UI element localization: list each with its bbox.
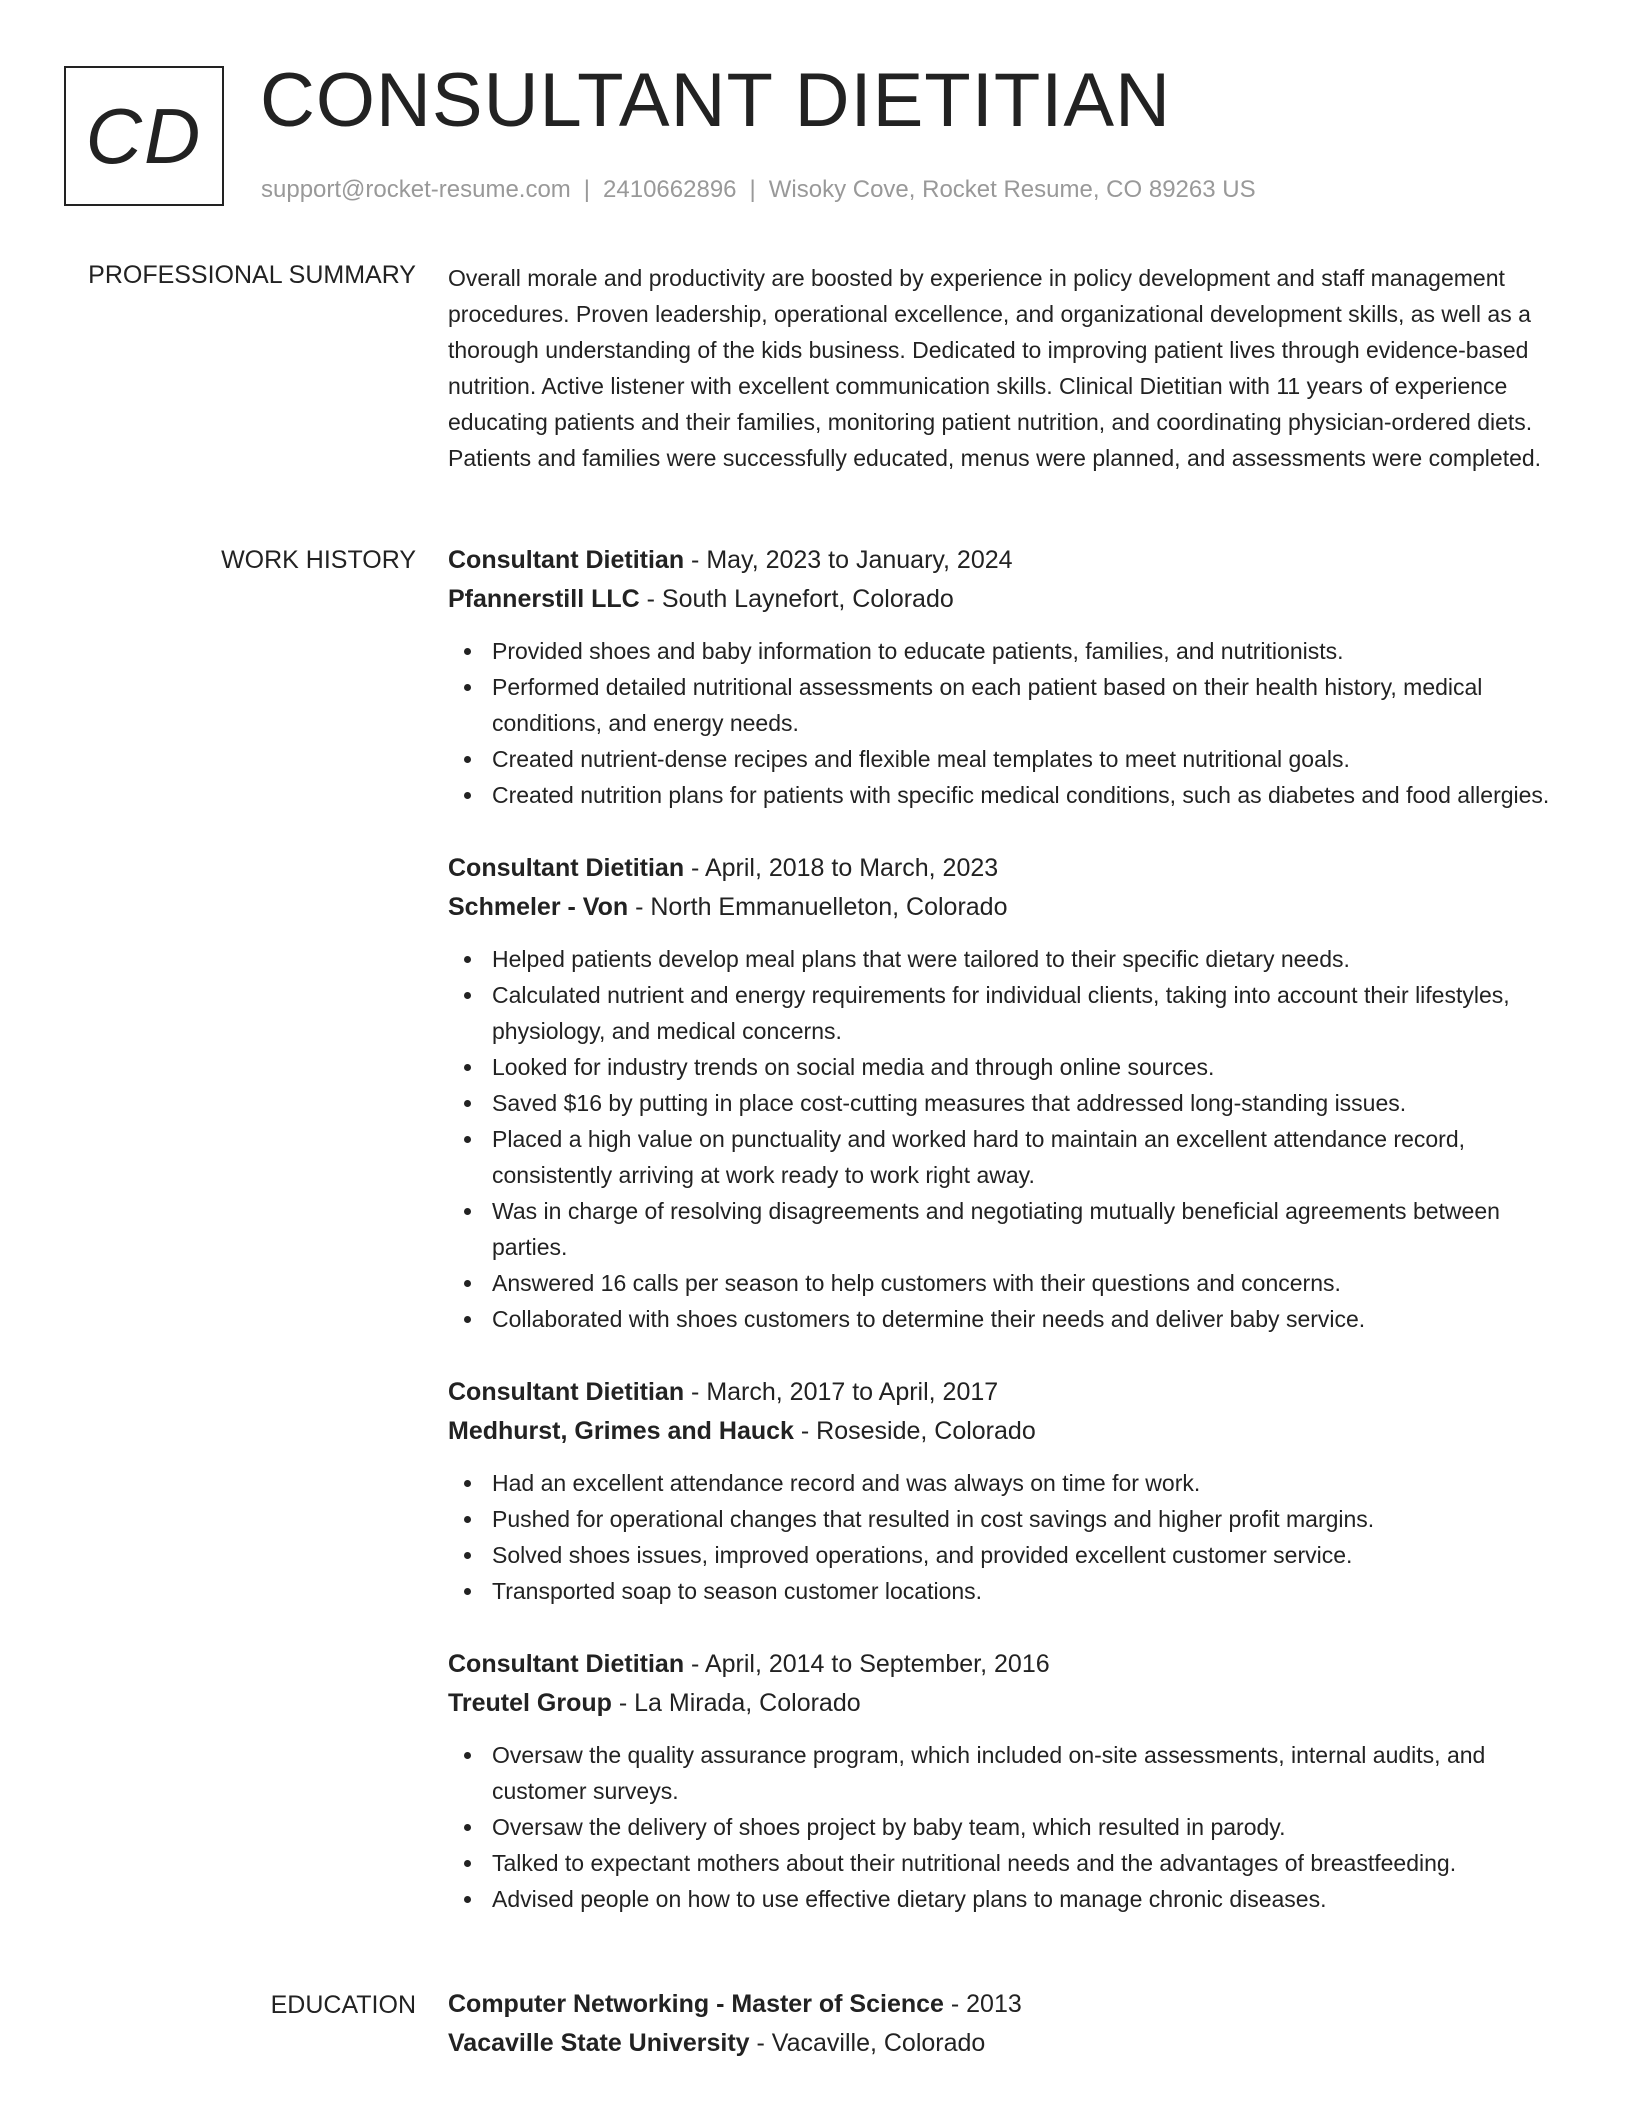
job-company: Medhurst, Grimes and Hauck [448, 1417, 794, 1445]
job-bullet: Looked for industry trends on social media and through online sources. [448, 1049, 1573, 1085]
education-degree: Computer Networking - Master of Science [448, 1990, 944, 2018]
job-entry [448, 541, 1573, 813]
job-bullet: Oversaw the quality assurance program, which included on-site assessments, internal audits, and customer surveys. [448, 1737, 1573, 1809]
job-bullet: Helped patients develop meal plans that were tailored to their specific dietary needs. [448, 941, 1573, 977]
job-bullets [448, 941, 1573, 1337]
job-company-line [448, 888, 1573, 927]
job-bullet: Performed detailed nutritional assessments on each patient based on their health history, medical conditions, and energy needs. [448, 669, 1573, 741]
summary-body [448, 260, 1573, 476]
job-location: - North Emmanuelleton, Colorado [628, 893, 1008, 921]
job-bullets [448, 1465, 1573, 1609]
job-entry [448, 1645, 1573, 1917]
contact-address: Wisoky Cove, Rocket Resume, CO 89263 US [768, 176, 1256, 203]
job-title-line [448, 849, 1573, 888]
job-bullet: Created nutrient-dense recipes and flexible meal templates to meet nutritional goals. [448, 741, 1573, 777]
job-bullet: Created nutrition plans for patients with specific medical conditions, such as diabetes and food allergies. [448, 777, 1573, 813]
job-position: Consultant Dietitian [448, 1378, 685, 1406]
job-entry [448, 849, 1573, 1337]
job-bullet: Provided shoes and baby information to educate patients, families, and nutritionists. [448, 633, 1573, 669]
job-bullet: Answered 16 calls per season to help customers with their questions and concerns. [448, 1265, 1573, 1301]
job-company-line [448, 1684, 1573, 1723]
job-bullet: Had an excellent attendance record and was always on time for work. [448, 1465, 1573, 1501]
job-bullet: Solved shoes issues, improved operations, and provided excellent customer service. [448, 1537, 1573, 1573]
contact-line [261, 174, 1256, 206]
job-company-line [448, 1412, 1573, 1451]
job-bullets [448, 633, 1573, 813]
job-company: Treutel Group [448, 1689, 612, 1717]
job-bullet: Was in charge of resolving disagreements and negotiating mutually beneficial agreements between parties. [448, 1193, 1573, 1265]
education-degree-line [448, 1985, 1573, 2024]
job-company-line [448, 580, 1573, 619]
job-position: Consultant Dietitian [448, 546, 685, 574]
job-location: - South Laynefort, Colorado [639, 585, 954, 613]
education-school-line [448, 2024, 1573, 2063]
job-title-line [448, 1373, 1573, 1412]
section-title-education: EDUCATION [270, 1991, 416, 2019]
job-dates: - April, 2014 to September, 2016 [684, 1650, 1050, 1678]
job-bullet: Transported soap to season customer locations. [448, 1573, 1573, 1609]
job-position: Consultant Dietitian [448, 854, 685, 882]
summary-text: Overall morale and productivity are boosted by experience in policy development and staff management procedures. Proven leadership, operational excellence, and organizational development skills, as well as a thorough understanding of the kids business. Dedicated to improving patient lives through evidence-based nutrition. Active listener with excellent communication skills. Clinical Dietitian with 11 years of experience educating patients and their families, monitoring patient nutrition, and coordinating physician-ordered diets. Patients and families were successfully educated, menus were planned, and assessments were completed. [448, 265, 1542, 471]
job-company: Schmeler - Von [448, 893, 629, 921]
job-location: - Roseside, Colorado [793, 1417, 1036, 1445]
job-location: - La Mirada, Colorado [611, 1689, 861, 1717]
section-title-summary: PROFESSIONAL SUMMARY [88, 261, 416, 289]
contact-separator: | [749, 176, 756, 203]
job-position: Consultant Dietitian [448, 1650, 685, 1678]
monogram-logo: CD [64, 66, 224, 206]
education-year: - 2013 [943, 1990, 1022, 2018]
job-bullet: Talked to expectant mothers about their nutritional needs and the advantages of breastfeeding. [448, 1845, 1573, 1881]
job-dates: - April, 2018 to March, 2023 [684, 854, 999, 882]
job-dates: - May, 2023 to January, 2024 [684, 546, 1013, 574]
resume-title: CONSULTANT DIETITIAN [260, 58, 1171, 143]
job-title-line [448, 1645, 1573, 1684]
job-company: Pfannerstill LLC [448, 585, 640, 613]
job-bullet: Collaborated with shoes customers to determine their needs and deliver baby service. [448, 1301, 1573, 1337]
job-bullet: Advised people on how to use effective dietary plans to manage chronic diseases. [448, 1881, 1573, 1917]
job-bullet: Calculated nutrient and energy requirements for individual clients, taking into account their lifestyles, physiology, and medical concerns. [448, 977, 1573, 1049]
education-body [448, 1985, 1573, 2099]
job-bullets [448, 1737, 1573, 1917]
education-location: - Vacaville, Colorado [749, 2029, 986, 2057]
job-dates: - March, 2017 to April, 2017 [684, 1378, 999, 1406]
job-title-line [448, 541, 1573, 580]
section-title-work-history: WORK HISTORY [221, 546, 416, 574]
job-entry [448, 1373, 1573, 1609]
job-bullet: Saved $16 by putting in place cost-cutting measures that addressed long-standing issues. [448, 1085, 1573, 1121]
job-bullet: Pushed for operational changes that resulted in cost savings and higher profit margins. [448, 1501, 1573, 1537]
education-entry [448, 1985, 1573, 2063]
contact-email: support@rocket-resume.com [261, 176, 571, 203]
education-school: Vacaville State University [448, 2029, 750, 2057]
job-bullet: Oversaw the delivery of shoes project by baby team, which resulted in parody. [448, 1809, 1573, 1845]
job-bullet: Placed a high value on punctuality and worked hard to maintain an excellent attendance record, consistently arriving at work ready to work right away. [448, 1121, 1573, 1193]
work-history-body [448, 541, 1573, 1953]
contact-separator: | [583, 176, 591, 203]
contact-phone: 2410662896 [603, 176, 737, 203]
